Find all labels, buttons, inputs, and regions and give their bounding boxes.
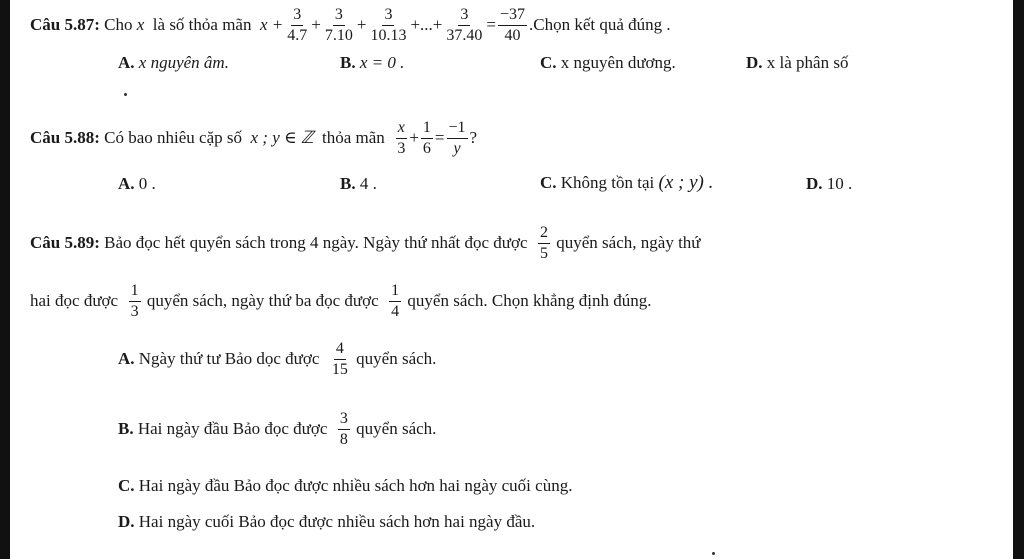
- q588-text-mid: thỏa mãn: [322, 128, 385, 147]
- q589-frac-day1: $\frac{2}{5}$: [540, 223, 549, 262]
- q588-frac-3: $\frac{-1}{y}$: [448, 118, 466, 157]
- q588-text-before: Có bao nhiêu cặp số: [104, 128, 243, 147]
- q587-option-a[interactable]: A. x nguyên âm.: [118, 53, 229, 72]
- q589-line2-a: hai đọc được: [30, 291, 119, 310]
- q589-line2-b: quyển sách, ngày thứ ba đọc được: [146, 291, 379, 310]
- q587-text-mid: là số thỏa mãn: [152, 15, 252, 34]
- q589-option-a-frac: $\frac{4}{15}$: [331, 339, 348, 378]
- q589-option-b-frac: $\frac{3}{8}$: [339, 409, 348, 448]
- q587-option-b[interactable]: B. x = 0 .: [340, 53, 405, 72]
- plus-sign: +: [409, 128, 419, 147]
- q589-label: Câu 5.89:: [30, 233, 100, 252]
- q587-text-after: .Chọn kết quả đúng .: [529, 15, 671, 34]
- stray-dot: [124, 93, 127, 96]
- q587-frac-3: $\frac{3}{10.13}$: [370, 5, 407, 44]
- q588-frac-1: $\frac{x}{3}$: [397, 118, 406, 157]
- right-border: [1013, 0, 1024, 559]
- q589-option-c[interactable]: C. Hai ngày đầu Bảo đọc được nhiều sách hơn hai ngày cuối cùng.: [118, 476, 573, 495]
- q588-option-c[interactable]: C. Không tồn tại (x ; y) .: [540, 172, 714, 193]
- equals-sign: =: [486, 15, 496, 34]
- q587-text-before: Cho: [104, 15, 133, 34]
- equals-sign: =: [434, 128, 445, 147]
- plus-sign: +: [410, 15, 421, 34]
- plus-sign: +: [432, 15, 443, 34]
- q587-rhs-frac: $\frac{-37}{40}$: [499, 5, 525, 44]
- q589-option-b[interactable]: B. Hai ngày đầu Bảo đọc được $\frac{3}{8}$ quyển sách.: [118, 409, 437, 448]
- q589-option-a[interactable]: A. Ngày thứ tư Bảo dọc được $\frac{4}{15}$ quyển sách.: [118, 339, 437, 378]
- q588-stem: [30, 114, 477, 162]
- q589-line1-a: Bảo đọc hết quyển sách trong 4 ngày. Ngày thứ nhất đọc được: [104, 233, 528, 252]
- q589-frac-day3: $\frac{1}{4}$: [391, 281, 400, 320]
- q589-line2-c: quyển sách. Chọn khẳng định đúng.: [407, 291, 652, 310]
- q589-frac-day2: $\frac{1}{3}$: [130, 281, 139, 320]
- q589-stem-line2: [30, 276, 652, 326]
- q587-stem: [30, 4, 671, 46]
- q588-frac-2: $\frac{1}{6}$: [422, 118, 431, 157]
- q588-option-d[interactable]: D. 10 .: [806, 174, 853, 193]
- stray-dot: [712, 552, 715, 555]
- ellipsis: ...: [420, 15, 433, 34]
- question-mark: ?: [469, 128, 478, 147]
- q588-option-b[interactable]: B. 4 .: [340, 174, 377, 193]
- q589-stem-line1: [30, 218, 701, 268]
- left-border: [0, 0, 10, 559]
- q589-option-d[interactable]: D. Hai ngày cuối Bảo đọc được nhiều sách hơn hai ngày đầu.: [118, 512, 536, 531]
- q588-vars: x ; y ∈ ℤ: [250, 128, 314, 147]
- q587-var-x: x: [136, 15, 145, 34]
- q587-option-c[interactable]: C. x nguyên dương.: [540, 53, 676, 72]
- plus-sign: +: [311, 15, 321, 34]
- q588-option-a[interactable]: A. 0 .: [118, 174, 156, 193]
- plus-sign: +: [356, 15, 367, 34]
- q587-option-d[interactable]: D. x là phân số: [746, 53, 849, 72]
- q587-frac-2: $\frac{3}{7.10}$: [324, 5, 353, 44]
- q588-label: Câu 5.88:: [30, 128, 100, 147]
- q589-line1-b: quyển sách, ngày thứ: [556, 233, 701, 252]
- q587-frac-1: $\frac{3}{4.7}$: [287, 5, 308, 44]
- q587-frac-4: $\frac{3}{37.40}$: [446, 5, 483, 44]
- q587-x-plus: x +: [259, 15, 284, 34]
- q587-label: Câu 5.87:: [30, 15, 100, 34]
